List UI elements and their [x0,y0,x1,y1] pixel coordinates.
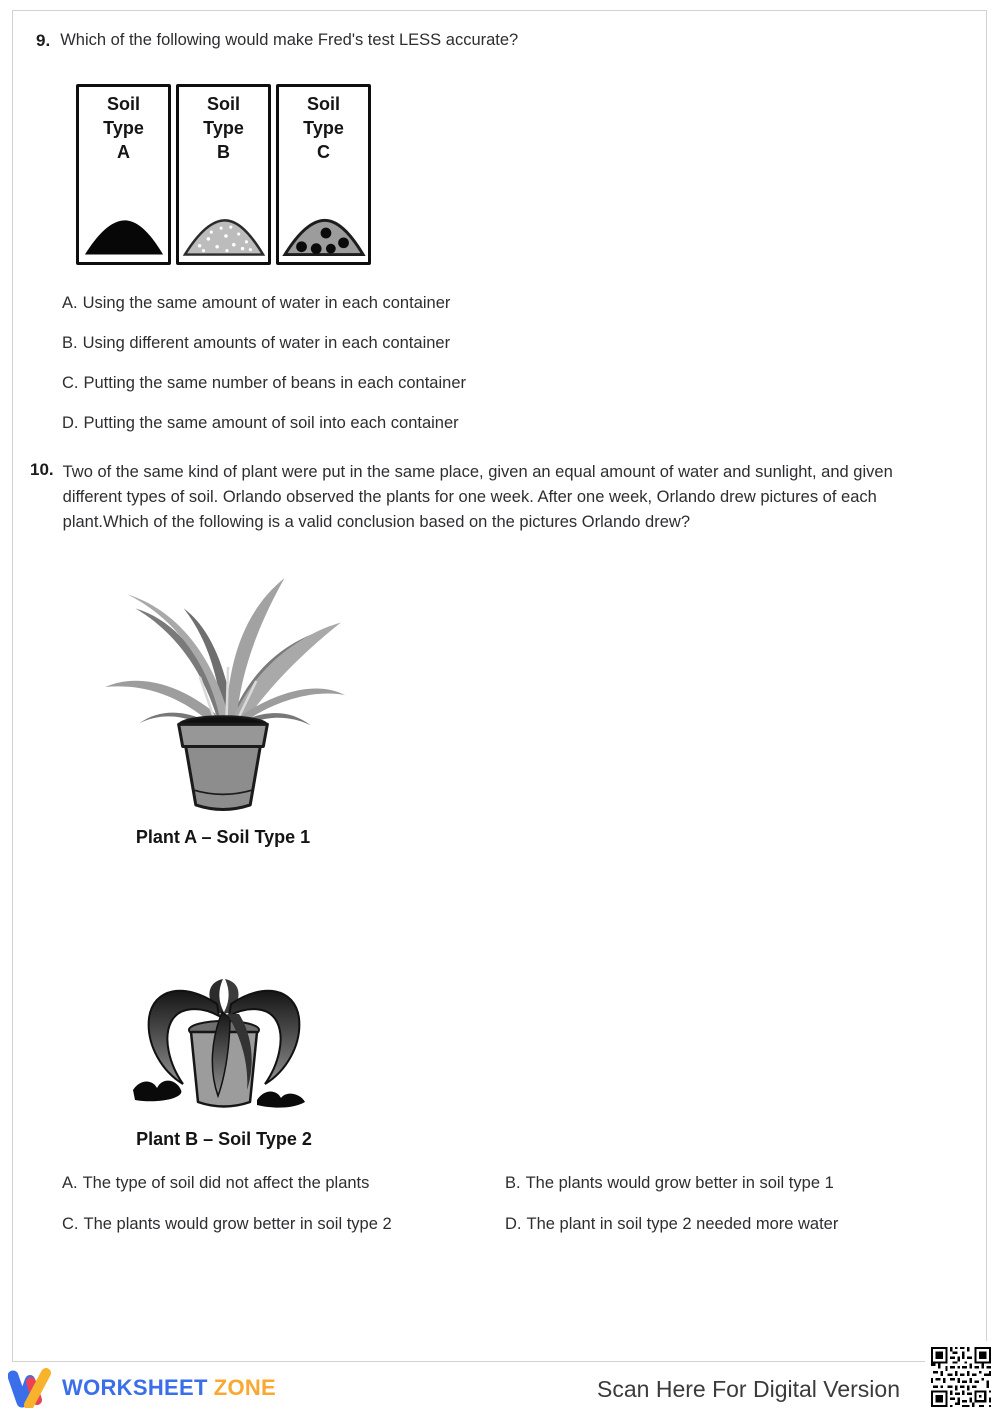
q9-option-c: C. Putting the same number of beans in each container [62,374,466,392]
q10-option-b: B. The plants would grow better in soil type 1 [505,1174,834,1192]
wilted-plant-illustration [114,978,334,1120]
soil-container-a [76,84,171,265]
plant-a-figure [86,556,360,848]
question-9-options [62,294,466,433]
brand-word-zone: ZONE [213,1375,277,1400]
soil-containers-figure [76,84,371,265]
soil-container-a-label: Soil Type A [103,94,144,162]
soil-mound-a-icon [82,212,166,258]
soil-container-c-label: Soil Type C [303,94,344,162]
soil-mound-b-icon [182,212,266,258]
brand-wordmark [62,1375,276,1401]
question-10-options [62,1174,838,1234]
q9-option-b: B. Using different amounts of water in each container [62,334,451,352]
qr-code-icon [925,1341,997,1413]
scan-here-text: Scan Here For Digital Version [597,1376,900,1402]
soil-mound-c-icon [282,212,366,258]
worksheet-zone-w-icon [8,1368,54,1408]
question-10-text: Two of the same kind of plant were put in the same place, given an equal amount of water and sunlight, and given different types of soil. Orlando observed the plants for one week. After one week, Orlando drew pictures of each plant.Which of the following is a valid conclusion based on the pictures Orlando drew? [62,463,893,531]
q10-option-d: D. The plant in soil type 2 needed more water [505,1215,839,1233]
q10-option-c: C. The plants would grow better in soil type 2 [62,1215,392,1233]
q9-option-a: A. Using the same amount of water in each container [62,294,451,312]
question-10-heading [30,460,951,535]
plant-b-caption: Plant B – Soil Type 2 [136,1129,312,1149]
worksheet-zone-logo[interactable] [8,1368,276,1408]
brand-word-worksheet: WORKSHEET [62,1375,208,1400]
question-9-text: Which of the following would make Fred's test LESS accurate? [60,31,519,49]
soil-container-b [176,84,271,265]
soil-container-b-label: Soil Type B [203,94,244,162]
plant-a-leaves [105,578,345,735]
question-9-heading [36,31,518,51]
soil-container-c [276,84,371,265]
page-footer [0,1363,1000,1414]
healthy-plant-illustration [86,556,360,814]
q9-option-d: D. Putting the same amount of soil into each container [62,414,459,432]
plant-a-pot [179,716,268,809]
question-10-number: 10. [30,460,54,479]
plant-b-figure [114,978,334,1150]
plant-a-caption: Plant A – Soil Type 1 [135,827,311,847]
q10-option-a: A. The type of soil did not affect the plants [62,1174,370,1192]
question-9-number: 9. [36,31,51,50]
